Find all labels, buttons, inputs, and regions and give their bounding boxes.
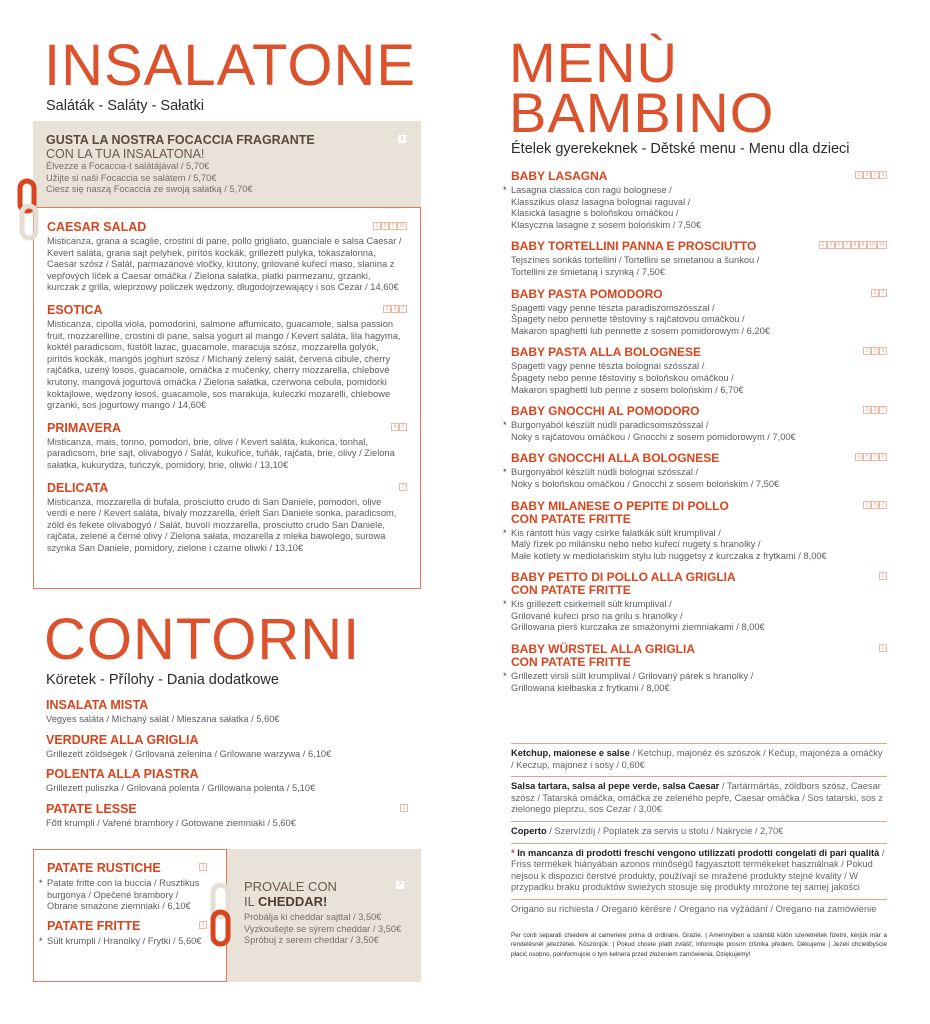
menu-item [503, 451, 887, 490]
item-name: CAESAR SALAD [47, 220, 147, 234]
item-description: Misticanza, mais, tonno, pomodori, brie, olive / Kevert saláta, kukorica, tonhal, paradicsom, brie sajt, olivabogyó / Salát, kukuřice, tuňák, rajčata, brie, olivy / Zielona sałatka, kukurydza, tuńczyk, pomidory, brie, oliwki / 13,10€ [47, 436, 395, 470]
bambino-list [503, 169, 887, 703]
menu-item [503, 642, 887, 694]
item-description [511, 255, 887, 278]
item-description: Sült krumpli / Hranolky / Frytki / 5,60€ [47, 935, 202, 946]
allergen-badge: 7 [399, 305, 407, 313]
asterisk-icon: * [503, 527, 507, 538]
allergen-badge: 1 [199, 863, 207, 871]
menu-item [47, 482, 407, 555]
allergen-badge: 1 [855, 171, 863, 179]
description-line: Spagetti vagy penne tészta paradiszomszósszal / [511, 302, 715, 313]
allergen-badge: 1 [383, 305, 391, 313]
asterisk-icon: * [39, 935, 43, 946]
note-bold: In mancanza di prodotti freschi vengono utilizzati prodotti congelati di pari qualità [517, 847, 880, 858]
focaccia-line: Élvezze a Focaccia-t salátájával / 5,70€ [46, 161, 210, 171]
allergen-badge: 3 [871, 406, 879, 414]
asterisk-icon: * [503, 467, 507, 478]
bambino-title-line2: BAMBINO [509, 81, 775, 144]
insalatone-title: INSALATONE [44, 33, 417, 98]
item-name: VERDURE ALLA GRIGLIA [46, 732, 199, 747]
item-description: Misticanza, cipolla viola, pomodorini, salmone affumicato, guacamole, salsa passion fruit, mozzarelline, crostini di pane, salsa yogurt al mango / Kevert saláta, lila hagyma, koktél paradicsom, füstölt lazac, guacamole, maracuja szósz, mozzarella golyók, pirítós kockák, mangós joghurt szósz / Míchaný zelený salát, červená cibule, cherry rajčátka, uzený losos, guacamole, omáčka z mučenky, cherry mozzarella, chlebové krutony, mangová jogurtová omáčka / Zielona sałatka, czerwona cebula, pomidorki koktajlowe, wędzony łosoś, guacamole, sos marakuja, kuleczki mozarelli, chlebowe grzanki, sos jogurtowy mango / 14,60€ [47, 318, 401, 411]
allergen-badge: 1 [400, 804, 408, 812]
cheddar-line: Spróbuj z serem cheddar / 3,50€ [244, 935, 379, 946]
item-description [511, 361, 887, 396]
description-line: Klasyczna lasagne z sosem bolońskim / 7,50€ [511, 219, 702, 230]
menu-item [47, 422, 407, 472]
item-name: ESOTICA [47, 302, 103, 317]
allergen-badge: 4 [391, 305, 399, 313]
item-name: BABY PASTA POMODORO [511, 286, 663, 301]
item-name: BABY PETTO DI POLLO ALLA GRIGLIA [511, 570, 736, 585]
allergen-badges [879, 644, 887, 652]
asterisk-icon: * [503, 185, 507, 195]
item-name: BABY GNOCCHI ALLA BOLOGNESE [511, 451, 720, 466]
insalatone-subtitle: Saláták - Saláty - Sałatki [46, 98, 204, 114]
allergen-badge: 1 [398, 135, 406, 143]
menu-item [46, 803, 408, 830]
allergen-badges [879, 572, 887, 580]
item-description: Misticanza, mozzarella di bufala, prosciutto crudo di San Daniele, pomodori, olive verdi e nere / Kevert saláta, bivaly mozzarella, érlelt San Daniele sonka, paradicsom, zöld és fekete olivabogyó / Salát, buvolí mozzarella, prosciutto crudo San Daniele, rajčata, zelené a černé olivy / Zielona sałata, mozarella z mleka bawolego, surowa szynka San Daniele, pomidory, zielone i czarne oliwki / 13,10€ [47, 496, 397, 553]
description-line: Tortellini ze śmietaną i szynką / 7,50€ [511, 266, 665, 277]
allergen-badge: 3 [863, 171, 871, 179]
item-name: BABY WÜRSTEL ALLA GRIGLIA [511, 642, 695, 657]
allergen-badge: 9 [879, 347, 887, 355]
item-description: Patate fritte con la buccia / Rusztikus burgonya / Opečené brambory / Obrane smażone ziemniaki / 6,10€ [47, 878, 200, 912]
allergen-badge: 1 [871, 289, 879, 297]
allergen-badges [855, 453, 887, 461]
description-line: Burgonyából készült núdli paradicsomszósszal / [511, 420, 709, 431]
contorni-list [46, 699, 408, 837]
chain-link-icon [207, 882, 237, 948]
allergen-badge: 7 [843, 241, 851, 249]
allergen-badges [863, 406, 887, 414]
allergen-badges [863, 347, 887, 355]
chain-link-icon [16, 178, 42, 242]
allergen-badge: 10 [868, 242, 875, 249]
contorni-subtitle: Köretek - Přílohy - Dania dodatkowe [46, 672, 279, 688]
item-name: BABY TORTELLINI PANNA E PROSCIUTTO [511, 239, 757, 254]
item-description [503, 185, 887, 231]
item-name: PATATE RUSTICHE [47, 861, 161, 875]
note-text: / Friss termékek hiányában azonos minőségű fagyasztott termékeket használnak / Pokud nejsou k dispozici čerstvé produkty, používají se mražené produkty stejné kvality / W przypadku braku produktów świeżych stosuje się produkty mrożone tej samej jakości [511, 847, 885, 893]
menu-item [46, 768, 408, 795]
note-star: * [511, 847, 518, 858]
item-description [511, 303, 887, 338]
allergen-badges [391, 423, 407, 431]
menu-item [511, 240, 887, 278]
allergen-badge: 9 [879, 171, 887, 179]
item-name: BABY LASAGNA [511, 169, 608, 183]
item-description: Grillezett zöldségek / Grilovaná zelenina / Grilowane warzywa / 6,10€ [46, 748, 332, 759]
description-line: Makaron spaghetti lub penne z sosem bolońskim / 6,70€ [511, 384, 744, 395]
description-line: Grillowana kiełbaska z frytkami / 8,00€ [511, 682, 670, 693]
allergen-badge: 7 [871, 347, 879, 355]
menu-item [46, 699, 408, 726]
cheddar-box [227, 849, 421, 982]
allergen-badge: 1 [863, 347, 871, 355]
footer-note: Per conti separati chiedere al cameriere prima di ordinare. Grazie. | Amennyiben a számlát külön szeretnétek fizetni, kérjük már a rendelésnél jelezzétek. Köszönjük. | Pokud chcete platit zvlášť, informujte prosím číšníka předem. Děkujeme | Jeżeli chcielibyście płacić osobno, poinformujcie o tym kelnera przed złożeniem zamówienia. Dziękujemy! [511, 931, 887, 958]
bambino-title-line1: MENÙ [509, 31, 678, 94]
description-line: Noky s boloňskou omáčkou / Gnocchi z sosem bolońskim / 7,50€ [511, 478, 780, 489]
allergen-badge: 3 [827, 241, 835, 249]
description-line: Špagety nebo penne těstoviny s boloňskou omáčkou / [511, 372, 734, 383]
allergen-badge: 9 [879, 453, 887, 461]
allergen-badges [398, 135, 406, 143]
item-description: Vegyes saláta / Míchaný salát / Mieszana sałatka / 5,60€ [46, 714, 280, 724]
allergen-badge: 7 [871, 453, 879, 461]
menu-item [47, 221, 407, 294]
menu-item [511, 346, 887, 396]
description-line: Špagety nebo pennette těstoviny s rajčatovou omáčkou / [511, 314, 745, 325]
cheddar-title-bold: CHEDDAR! [257, 894, 328, 909]
allergen-badge: 7 [399, 423, 407, 431]
item-name: PRIMAVERA [47, 420, 122, 435]
description-line: Noky s rajčatovou omáčkou / Gnocchi z sosem pomidorowym / 7,00€ [511, 431, 796, 442]
menu-item [39, 861, 207, 913]
allergen-badge: 1 [819, 241, 827, 249]
item-description: Misticanza, grana a scaglie, crostini di pane, pollo grigliato, guanciale e salsa Caesar / Kevert saláta, grana sajt pelyhek, pirítós kockák, grillezett pulyka, tokaszalonna, Caesar szósz / Salát, parmazánové vločky, krutony, grilované kuřecí maso, slanina z vepřových líček a Caesar omáčka / Zielona sałatka, płatki parmezanu, grzanki, kurczak z grilla, wieprzowy policzek wędzony, długodojrzewający i sos Cezar / 14,60€ [47, 236, 402, 293]
allergen-badges [396, 881, 404, 889]
menu-item [47, 304, 407, 412]
description-line: Tejszínes sonkás tortellini / Tortellini se smetanou a šunkou / [511, 255, 760, 266]
cheddar-line: Vyzkoušejte se sýrem cheddar / 3,50€ [244, 923, 402, 934]
item-name: PATATE FRITTE [47, 918, 141, 933]
bambino-title [509, 31, 775, 144]
allergen-badge: 7 [399, 483, 407, 491]
description-line: Burgonyából készült núdli bolognai szósszal / [511, 467, 699, 478]
allergen-badge: 1 [879, 644, 887, 652]
description-line: Klasická lasagne s boloňskou omáčkou / [511, 208, 679, 219]
allergen-badge: 7 [879, 501, 887, 509]
allergen-badge: 10 [398, 223, 405, 229]
description-line: Grilované kuřecí prso na grilu s hranolky / [511, 610, 683, 621]
insalatone-list [33, 207, 421, 589]
allergen-badge: 7 [396, 881, 404, 889]
allergen-badge: 14 [878, 242, 885, 249]
menu-item [503, 498, 887, 563]
allergen-badge: 4 [391, 423, 399, 431]
item-description-wrap [39, 935, 207, 948]
item-name: POLENTA ALLA PIASTRA [46, 767, 199, 782]
description-line: Kis grillezett csirkemell sült krumplival / [511, 599, 672, 610]
note-text: / Tartármártás, zöldbors szósz, Caesar szósz / Tatarská omáčka, omáčka ze zeleného pepře, Caesar omáčka / Sos tatarski, sos z zielonego pieprzu, sos Cezar / 3,00€ [511, 781, 883, 815]
menu-item [46, 734, 408, 761]
note-text: / Szervízdíj / Poplatek za servis u stolu / Nakrycie / 2,70€ [546, 825, 784, 836]
item-description [503, 467, 887, 490]
item-description-wrap [39, 878, 207, 913]
asterisk-icon: * [39, 878, 43, 888]
note-origano: Origano su richiesta / Oreganó kérésre / Oregano na vyžádání / Oregano na zamówienie [511, 899, 887, 921]
allergen-badge: 1 [855, 453, 863, 461]
note-coperto [511, 821, 887, 843]
allergen-badges [863, 501, 887, 509]
allergen-badges [373, 222, 407, 230]
allergen-badges [199, 863, 207, 871]
cheddar-title-il: IL [244, 894, 258, 909]
focaccia-subtitle: CON LA TUA INSALATONA! [46, 147, 205, 161]
note-frozen [511, 843, 887, 899]
allergen-badges [871, 289, 887, 297]
allergen-badge: 1 [879, 572, 887, 580]
description-line: Malý řízek po milánsku nebo nebo kuřecí nugety s hranolky / [511, 539, 761, 550]
focaccia-line: Ciesz się naszą Focaccia ze swoją sałatką / 5,70€ [46, 184, 253, 195]
cheddar-title: PROVALE CON [244, 879, 337, 894]
item-description: Főtt krumpli / Vařené brambory / Gotowane ziemniaki / 5,60€ [46, 817, 296, 828]
menu-item [39, 918, 207, 948]
notes-section [511, 743, 887, 959]
allergen-badge: 1 [863, 501, 871, 509]
description-line: Klasszikus olasz lasagna bolognai raguval / [511, 196, 691, 207]
cheddar-line: Próbálja ki cheddar sajttal / 3,50€ [244, 912, 382, 922]
item-name: BABY PASTA ALLA BOLOGNESE [511, 345, 702, 360]
allergen-badge: 7 [879, 289, 887, 297]
allergen-badge: 7 [871, 171, 879, 179]
note-ketchup [511, 743, 887, 776]
allergen-badge: 5 [835, 241, 843, 249]
allergen-badge: 1 [373, 222, 381, 230]
description-line: Małe kotlety w mediolańskim stylu lub nuggetsy z kurczaka z frytkami / 8,00€ [511, 550, 827, 561]
allergen-badge: 1 [863, 406, 871, 414]
description-line: Makaron spaghetti lub pennette z sosem pomidorowym / 6,20€ [511, 325, 770, 336]
asterisk-icon: * [503, 599, 507, 610]
item-description [503, 599, 887, 634]
description-line: Kis rántott hús vagy csirke falatkák sült krumplival / [511, 527, 721, 538]
item-name-line2: CON PATATE FRITTE [511, 655, 631, 670]
menu-item [503, 169, 887, 231]
item-name: BABY GNOCCHI AL POMODORO [511, 404, 700, 419]
item-name-line2: CON PATATE FRITTE [511, 583, 631, 598]
bambino-subtitle: Ételek gyerekeknek - Dětské menu - Menu dla dzieci [511, 141, 850, 157]
allergen-badge: 7 [389, 222, 397, 230]
menu-item [511, 288, 887, 338]
allergen-badges [855, 171, 887, 179]
allergen-badges [383, 305, 407, 313]
focaccia-title: GUSTA LA NOSTRA FOCACCIA FRAGRANTE [46, 133, 315, 147]
cheddar-title-2 [244, 894, 421, 909]
allergen-badges [819, 241, 887, 249]
note-bold: Coperto [511, 825, 547, 836]
note-bold: Salsa tartara, salsa al pepe verde, salsa Caesar [511, 781, 720, 792]
allergen-badge: 9 [859, 241, 867, 249]
allergen-badge: 8 [851, 241, 859, 249]
fried-potatoes-box [33, 849, 227, 982]
allergen-badge: 3 [381, 222, 389, 230]
note-text: / Ketchup, majonéz és szószok / Kečup, majonéza a omáčky / Keczup, majonez i sosy / 0,60€ [511, 748, 883, 770]
asterisk-icon: * [503, 420, 507, 431]
description-line: Spagetti vagy penne tészta bolognai szósszal / [511, 361, 705, 372]
allergen-badge: 3 [863, 453, 871, 461]
description-line: Lasagna classica con ragù bolognese / [511, 185, 672, 195]
menu-item [503, 404, 887, 443]
contorni-title: CONTORNI [44, 607, 361, 672]
asterisk-icon: * [503, 671, 507, 682]
note-salse [511, 776, 887, 821]
note-bold: Ketchup, maionese e salse [511, 748, 630, 758]
description-line: Grillezett virsli sült krumplival / Grilovaný párek s hranolky / [511, 671, 754, 682]
focaccia-box [33, 121, 421, 207]
allergen-badges [400, 804, 408, 812]
allergen-badge: 1 [199, 921, 207, 929]
item-description: Grillezett puliszka / Grilovaná polenta / Grillowana polenta / 5,10€ [46, 783, 316, 794]
item-name: PATATE LESSE [46, 801, 137, 816]
item-name: BABY MILANESE O PEPITE DI POLLO [511, 498, 729, 513]
item-description [503, 527, 887, 563]
description-line: Grillowana pierś kurczaka ze smażonymi ziemniakami / 8,00€ [511, 622, 765, 633]
item-description [503, 671, 887, 694]
item-name-line2: CON PATATE FRITTE [511, 511, 631, 526]
menu-item [503, 570, 887, 634]
focaccia-line: Užijte si naši Focaccia se salátem / 5,70€ [46, 172, 217, 183]
item-name: DELICATA [47, 480, 109, 495]
item-name: INSALATA MISTA [46, 698, 149, 712]
allergen-badges [399, 483, 407, 491]
item-description [503, 420, 887, 443]
allergen-badge: 3 [871, 501, 879, 509]
allergen-badge: 7 [879, 406, 887, 414]
allergen-badges [199, 921, 207, 929]
